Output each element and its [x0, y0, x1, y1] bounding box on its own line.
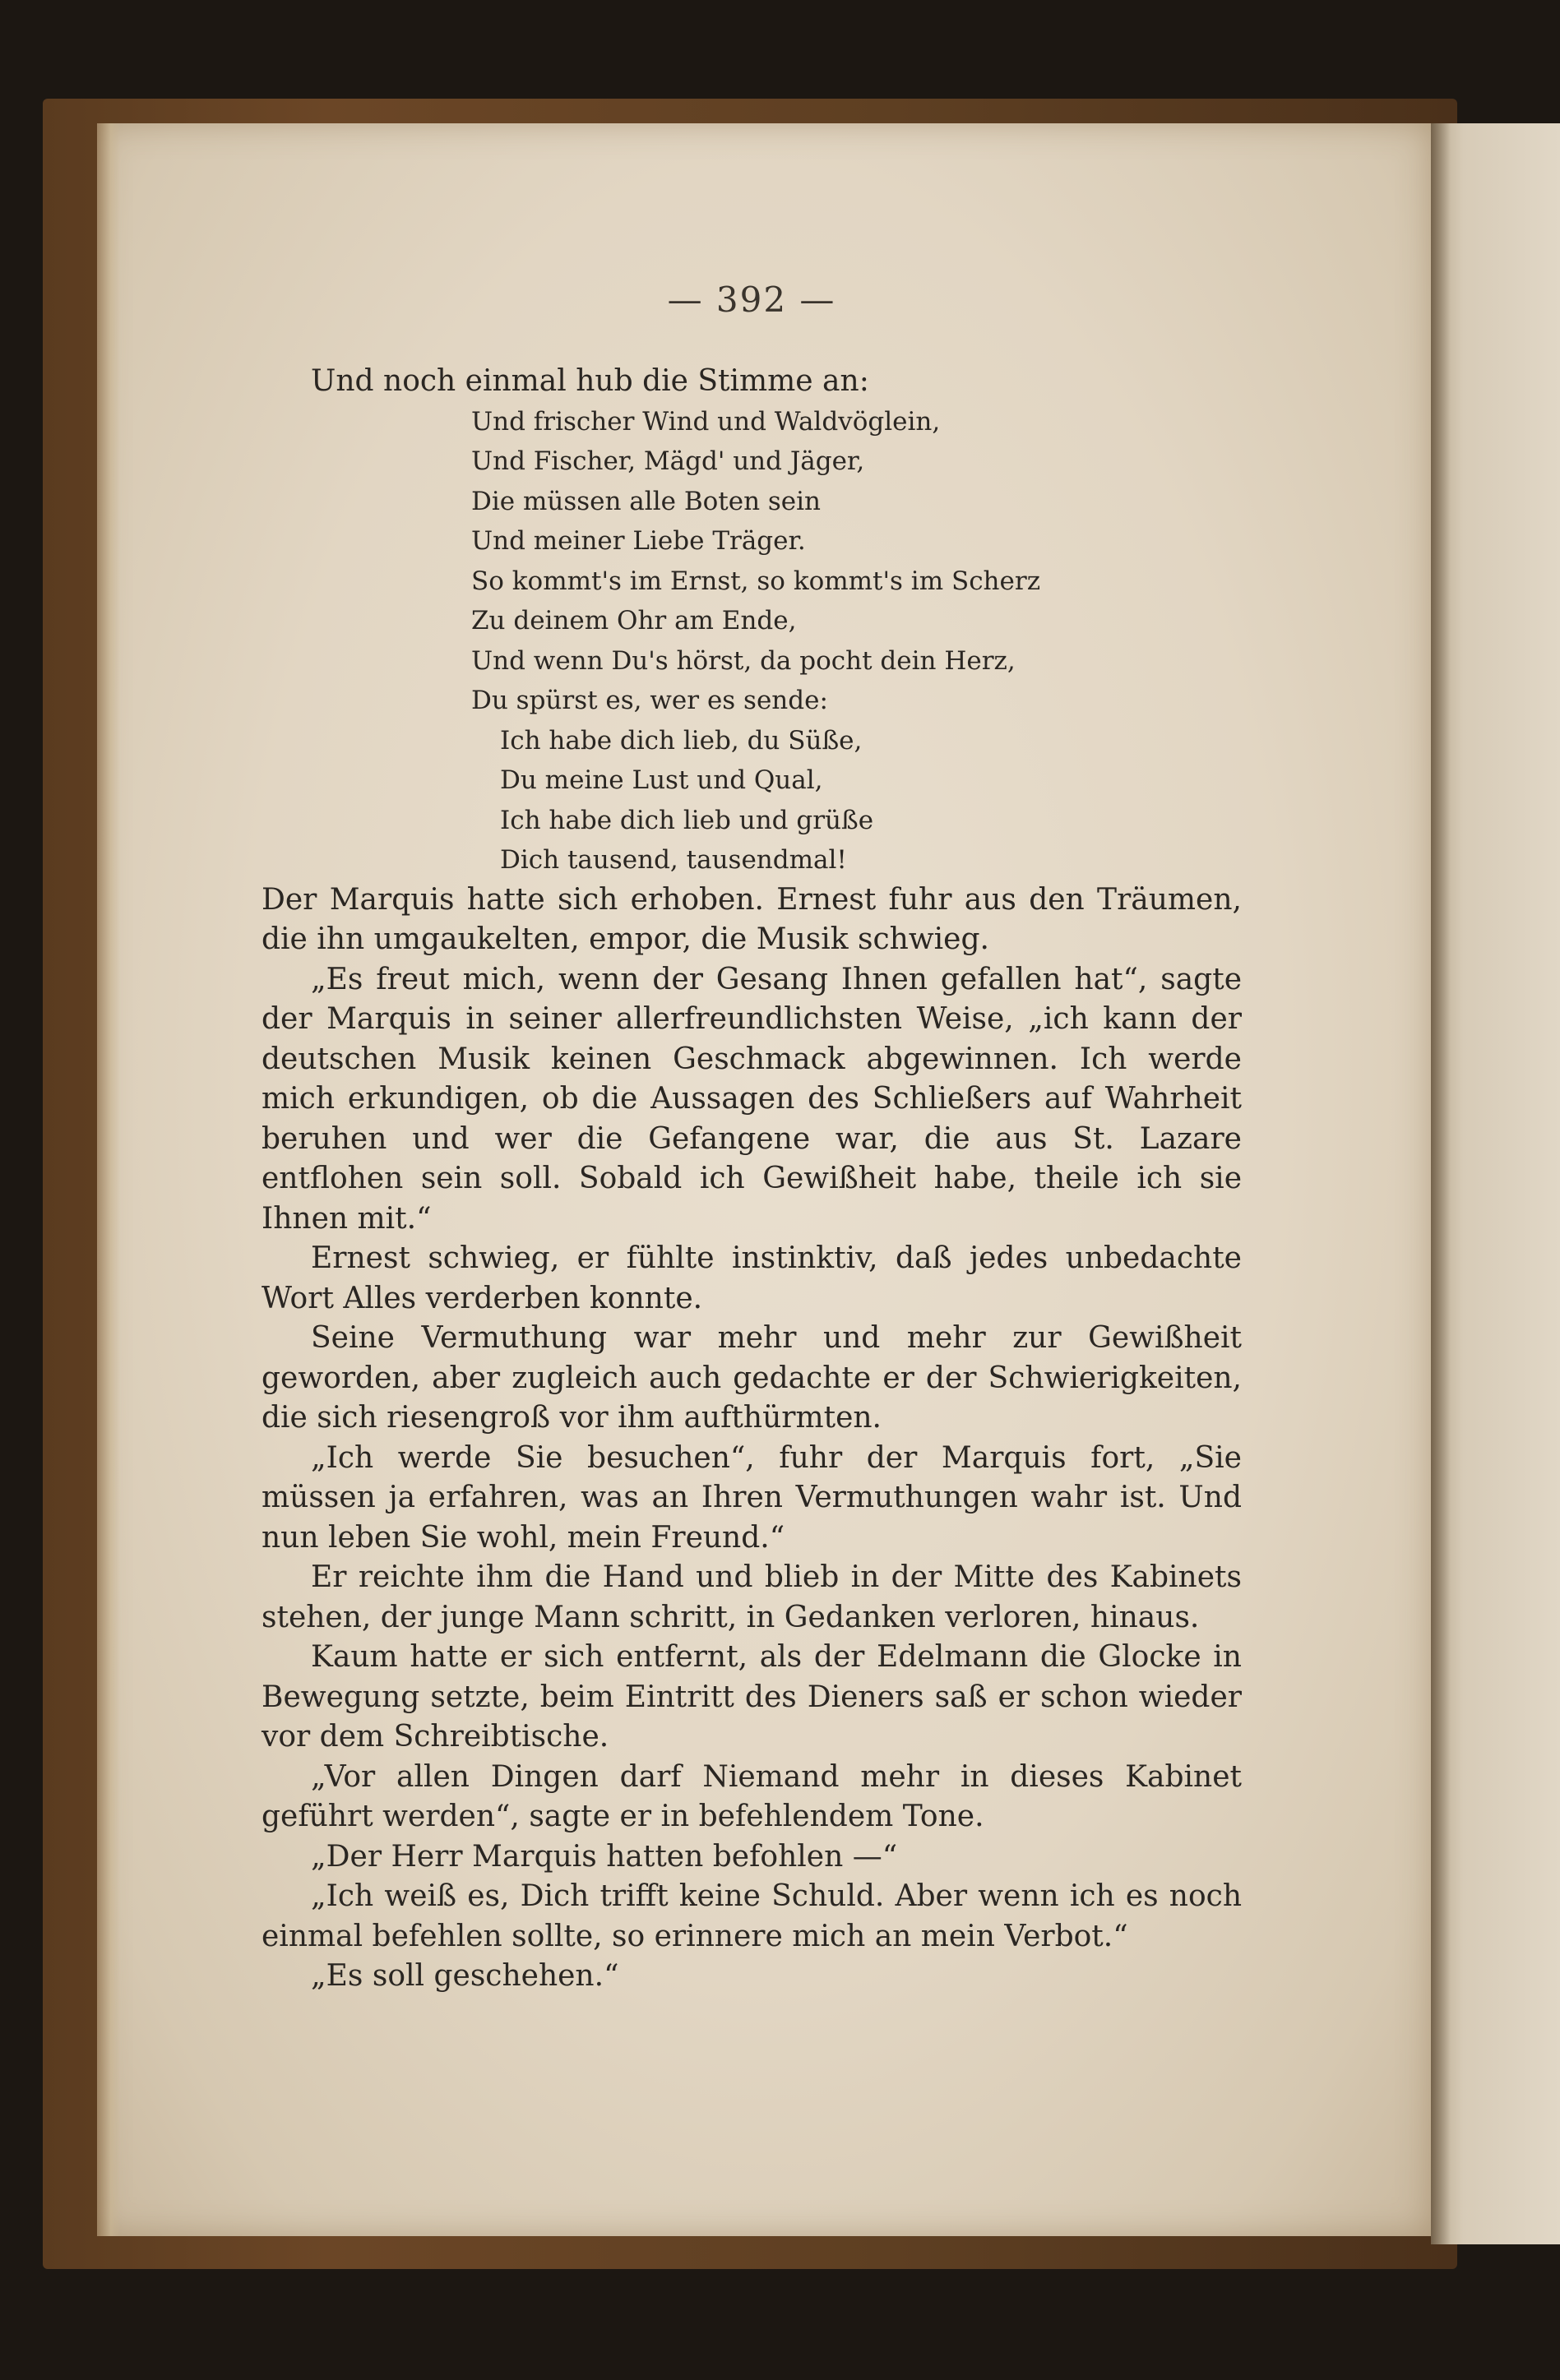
verse-line: Und wenn Du's hörst, da pocht dein Herz,	[471, 645, 1016, 676]
paragraph: Kaum hatte er sich entfernt, als der Edelmann die Glocke in Bewegung setzte, beim Eintritt des Dieners saß er schon wieder vor dem Schreibtische.	[262, 1640, 1242, 1754]
paragraph: Der Marquis hatte sich erhoben. Ernest fuhr aus den Träumen, die ihn umgaukelten, empor, die Musik schwieg.	[262, 882, 1242, 956]
paragraph: Ernest schwieg, er fühlte instinktiv, daß jedes unbedachte Wort Alles verderben konnte.	[262, 1241, 1242, 1315]
verse-line: Und meiner Liebe Träger.	[471, 526, 806, 556]
paragraph: „Es soll geschehen.“	[311, 1959, 619, 1993]
verse-line: Dich tausend, tausendmal!	[500, 845, 847, 875]
verse-line: Ich habe dich lieb und grüße	[500, 805, 874, 835]
verse-line: Du spürst es, wer es sende:	[471, 686, 828, 715]
poem	[262, 402, 1242, 880]
intro-line: Und noch einmal hub die Stimme an:	[311, 364, 869, 398]
verse-line: Und Fischer, Mägd' und Jäger,	[471, 446, 865, 476]
verse-line: Die müssen alle Boten sein	[471, 486, 822, 516]
page-edge	[97, 123, 120, 2236]
body-text	[262, 362, 1242, 1997]
verse-line: Zu deinem Ohr am Ende,	[471, 606, 797, 635]
paragraph: „Der Herr Marquis hatten befohlen —“	[311, 1839, 898, 1874]
verse-line: Und frischer Wind und Waldvöglein,	[471, 406, 941, 437]
paragraph: Seine Vermuthung war mehr und mehr zur Gewißheit geworden, aber zugleich auch gedachte er der Schwierigkeiten, die sich riesengroß vor ihm aufthürmten.	[262, 1321, 1242, 1435]
paragraph: „Ich werde Sie besuchen“, fuhr der Marquis fort, „Sie müssen ja erfahren, was an Ihren Vermuthungen wahr ist. Und nun leben Sie wohl, mein Freund.“	[262, 1440, 1242, 1555]
gutter-shadow	[1431, 123, 1451, 2244]
paragraph: „Es freut mich, wenn der Gesang Ihnen gefallen hat“, sagte der Marquis in seiner allerfreundlichsten Weise, „ich kann der deutschen Musik keinen Geschmack abgewinnen. Ich werde mich erkundigen, ob die Aussagen des Schließers auf Wahrheit beruhen und wer die Gefangene war, die aus St. Lazare entflohen sein soll. Sobald ich Gewißheit habe, theile ich sie Ihnen mit.“	[262, 962, 1242, 1236]
verse-line: Ich habe dich lieb, du Süße,	[500, 725, 863, 756]
paragraph: „Vor allen Dingen darf Niemand mehr in dieses Kabinet geführt werden“, sagte er in befehlendem Tone.	[262, 1759, 1242, 1833]
verse-line: So kommt's im Ernst, so kommt's im Scherz	[471, 566, 1041, 596]
page-number: — 392 —	[667, 280, 836, 320]
verse-line: Du meine Lust und Qual,	[500, 765, 823, 795]
paragraph: „Ich weiß es, Dich trifft keine Schuld. Aber wenn ich es noch einmal befehlen sollte, so erinnere mich an mein Verbot.“	[262, 1879, 1242, 1953]
paragraph: Er reichte ihm die Hand und blieb in der Mitte des Kabinets stehen, der junge Mann schritt, in Gedanken verloren, hinaus.	[262, 1560, 1242, 1634]
